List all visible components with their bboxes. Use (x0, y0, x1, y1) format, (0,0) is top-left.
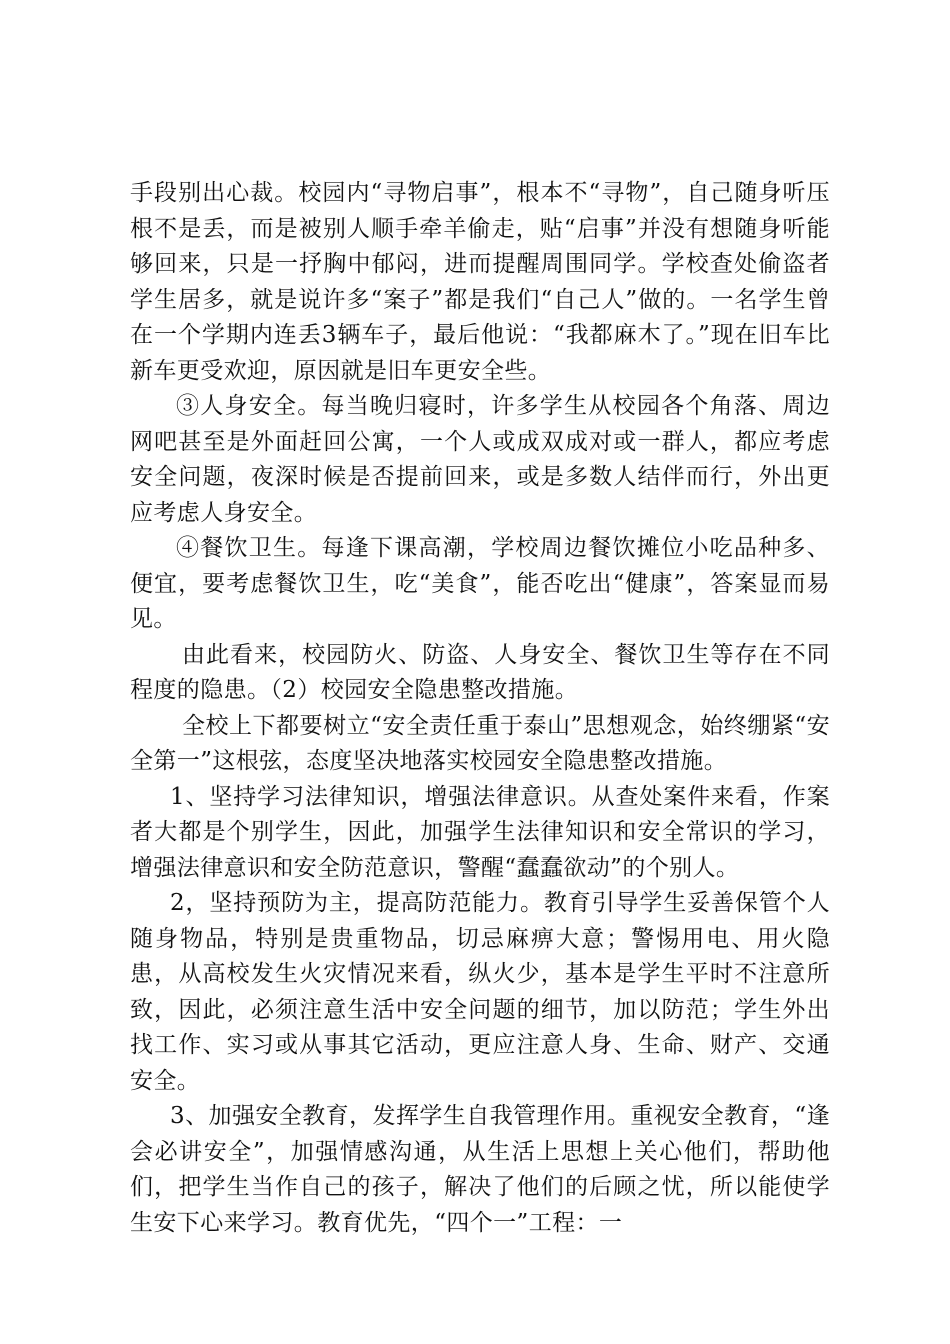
paragraph-rectification-intro: 全校上下都要树立“安全责任重于泰山”思想观念，始终绷紧“安全第一”这根弦，态度坚决地落实校园安全隐患整改措施。 (130, 712, 830, 774)
paragraph-measure-2: 2，坚持预防为主，提高防范能力。教育引导学生妥善保管个人随身物品，特别是贵重物品，切忌麻痹大意；警惕用电、用火隐患，从高校发生火灾情况来看，纵火少，基本是学生平时不注意所致，因此，必须注意生活中安全问题的细节，加以防范；学生外出找工作、实习或从事其它活动，更应注意人身、生命、财产、交通安全。 (130, 890, 830, 1094)
paragraph-summary: 由此看来，校园防火、防盗、人身安全、餐饮卫生等存在不同程度的隐患。（2）校园安全隐患整改措施。 (130, 641, 830, 703)
paragraph-theft-continued: 手段别出心裁。校园内“寻物启事”，根本不“寻物”，自己随身听压根不是丢，而是被别人顺手牵羊偷走，贴“启事”并没有想随身听能够回来，只是一抒胸中郁闷，进而提醒周围同学。学校查处偷盗者学生居多，就是说许多“案子”都是我们“自己人”做的。一名学生曾在一个学期内连丢3辆车子，最后他说：“我都麻木了。”现在旧车比新车更受欢迎，原因就是旧车更安全些。 (130, 180, 830, 384)
paragraph-measure-1: 1、坚持学习法律知识，增强法律意识。从查处案件来看，作案者大都是个别学生，因此，加强学生法律知识和安全常识的学习，增强法律意识和安全防范意识，警醒“蠢蠢欲动”的个别人。 (130, 783, 830, 881)
document-body (130, 176, 830, 1241)
paragraph-measure-3: 3、加强安全教育，发挥学生自我管理作用。重视安全教育，“逢会必讲安全”，加强情感沟通，从生活上思想上关心他们，帮助他们，把学生当作自己的孩子，解决了他们的后顾之忧，所以能使学生安下心来学习。教育优先，“四个一”工程：一 (130, 1103, 830, 1236)
paragraph-food-hygiene: ④餐饮卫生。每逢下课高潮，学校周边餐饮摊位小吃品种多、便宜，要考虑餐饮卫生，吃“美食”，能否吃出“健康”，答案显而易见。 (130, 535, 830, 632)
paragraph-personal-safety: ③人身安全。每当晚归寝时，许多学生从校园各个角落、周边网吧甚至是外面赶回公寓，一个人或成双成对或一群人，都应考虑安全问题，夜深时候是否提前回来，或是多数人结伴而行，外出更应考虑人身安全。 (130, 393, 830, 526)
